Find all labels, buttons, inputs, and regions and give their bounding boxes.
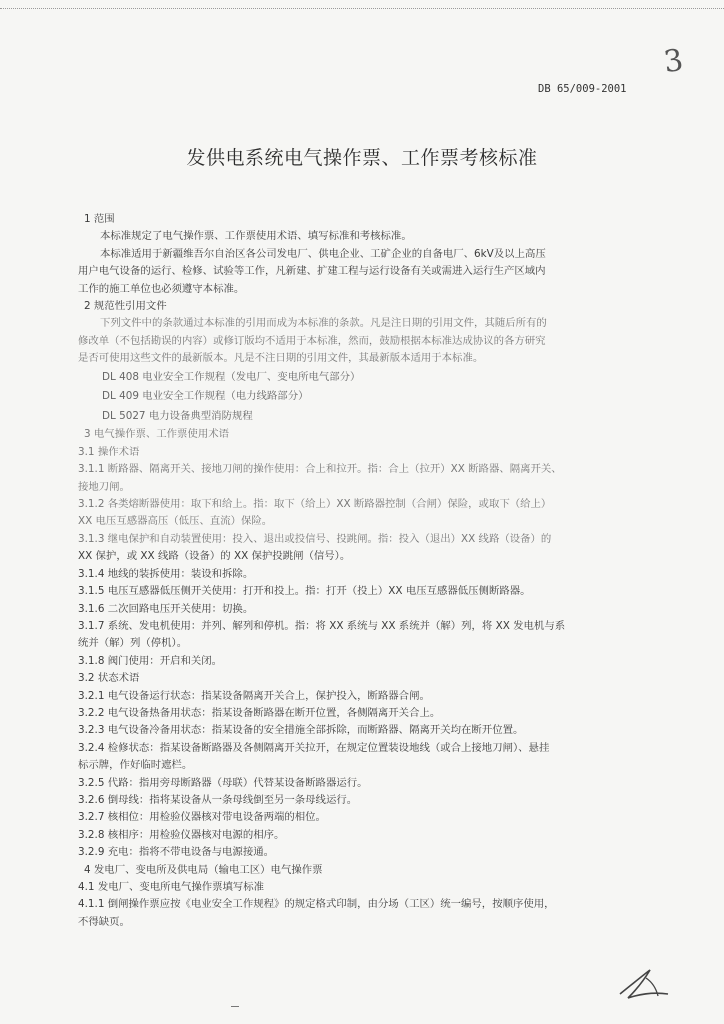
text-line: 修改单（不包括勘误的内容）或修订版均不适用于本标准，然而，鼓励根据本标准达成协议的各方研究	[78, 334, 546, 347]
text-line: 工作的施工单位也必须遵守本标准。	[78, 282, 245, 295]
text-line: 1 范围	[84, 213, 115, 225]
text-line: 3.2.9 充电：指将不带电设备与电源接通。	[78, 846, 274, 859]
text-line: XX 保护，或 XX 线路（设备）的 XX 保护投跳闸（信号）。	[78, 550, 351, 563]
text-line: 4 发电厂、变电所及供电局（输电工区）电气操作票	[84, 863, 323, 876]
text-line: 3.2.7 核相位：用检验仪器核对带电设备两端的相位。	[78, 811, 326, 824]
text-line: XX 电压互感器高压（低压、直流）保险。	[78, 515, 273, 528]
text-line: 3.2.5 代路：指用旁母断路器（母联）代替某设备断路器运行。	[78, 776, 368, 789]
text-line: 接地刀闸。	[78, 480, 130, 493]
text-line: 3 电气操作票、工作票使用术语	[84, 428, 229, 441]
text-line: 3.2.1 电气设备运行状态：指某设备隔离开关合上，保护投入，断路器合闸。	[78, 689, 430, 702]
text-line: 标示牌，作好临时遮栏。	[78, 759, 193, 772]
text-line: 3.2.4 检修状态：指某设备断路器及各侧隔离开关拉开，在规定位置装设地线（或合上接地刀闸）、悬挂	[78, 741, 550, 754]
text-line: 4.1 发电厂、变电所电气操作票填写标准	[78, 881, 265, 893]
text-line: DL 5027 电力设备典型消防规程	[102, 409, 253, 422]
text-line: 3.2.2 电气设备热备用状态：指某设备断路器在断开位置，各侧隔离开关合上。	[78, 706, 441, 719]
document-body	[78, 211, 652, 931]
text-line: 3.1.1 断路器、隔离开关、接地刀闸的操作使用：合上和拉开。指：合上（拉开）XX 断路器、隔离开关、	[78, 463, 562, 476]
text-line: 3.1.5 电压互感器低压侧开关使用：打开和投上。指：打开（投上）XX 电压互感器低压侧断路器。	[78, 585, 531, 598]
document-code: DB 65/009-2001	[538, 83, 627, 95]
text-line: 3.2 状态术语	[78, 672, 140, 685]
text-line: 2 规范性引用文件	[84, 300, 167, 313]
page-mark	[231, 1006, 239, 1007]
handwritten-page-number: 3	[661, 42, 686, 81]
text-line: DL 408 电业安全工作规程（发电厂、变电所电气部分）	[102, 370, 361, 383]
text-line: 3.2.6 倒母线：指将某设备从一条母线倒至另一条母线运行。	[78, 793, 358, 806]
text-line: 下列文件中的条款通过本标准的引用而成为本标准的条款。凡是注日期的引用文件，其随后所有的	[100, 317, 547, 330]
text-line: 3.1.6 二次回路电压开关使用：切换。	[78, 602, 254, 615]
text-line: 是否可使用这些文件的最新版本。凡是不注日期的引用文件，其最新版本适用于本标准。	[78, 352, 484, 365]
text-line: DL 409 电业安全工作规程（电力线路部分）	[102, 390, 309, 403]
text-line: 3.1.3 继电保护和自动装置使用：投入、退出或投信号、投跳闸。指：投入（退出）XX 线路（设备）的	[78, 532, 552, 545]
text-line: 3.1.8 阀门使用：开启和关闭。	[78, 654, 223, 667]
document-title: 发供电系统电气操作票、工作票考核标准	[186, 147, 538, 169]
handwritten-signature	[616, 964, 676, 1004]
text-line: 3.1.4 地线的装拆使用：装设和拆除。	[78, 567, 254, 580]
text-line: 统并（解）列（停机）。	[78, 637, 188, 650]
text-line: 4.1.1 倒闸操作票应按《电业安全工作规程》的规定格式印制，由分场（工区）统一编号，按顺序使用，	[78, 898, 555, 911]
text-line: 3.1.7 系统、发电机使用：并列、解列和停机。指：将 XX 系统与 XX 系统并（解）列，将 XX 发电机与系	[78, 619, 566, 632]
text-line: 本标准规定了电气操作票、工作票使用术语、填写标准和考核标准。	[100, 230, 412, 243]
text-line: 不得缺页。	[78, 915, 130, 928]
text-line: 3.2.3 电气设备冷备用状态：指某设备的安全措施全部拆除，而断路器、隔离开关均在断开位置。	[78, 724, 524, 737]
text-line: 3.1 操作术语	[78, 445, 140, 458]
text-line: 3.2.8 核相序：用检验仪器核对电源的相序。	[78, 828, 285, 841]
text-line: 用户电气设备的运行、检修、试验等工作，凡新建、扩建工程与运行设备有关或需进入运行生产区域内	[78, 265, 546, 278]
scan-edge	[0, 0, 724, 9]
text-line: 3.1.2 各类熔断器使用：取下和给上。指：取下（给上）XX 断路器控制（合闸）保险，或取下（给上）	[78, 498, 552, 511]
text-line: 本标准适用于新疆维吾尔自治区各公司发电厂、供电企业、工矿企业的自备电厂、6kV及以上高压	[100, 247, 546, 260]
